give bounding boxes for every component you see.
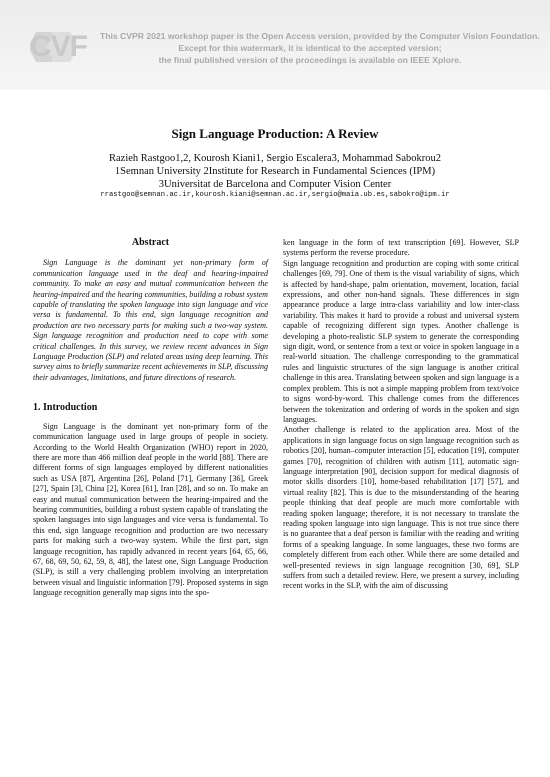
body-paragraph: Sign language recognition and production are coping with some critical challenges [69, 79]. One of them is the visual variability of signs, which is affected by hand-shape, palm orientation, movement, location, facial expressions, and other non-hand signals. These differences in sign appearance produce a large intra-class variability and low inter-class variability. This makes it hard to provide a robust and universal system capable of recognizing different sign types. Another challenge is developing a photo-realistic SLP system to generate the corresponding sign digit, word, or sentence from a text or voice in spoken language in a real-world situation. The challenge corresponding to the grammatical rules and linguistic structures of the sign language is another critical challenge in this area. Translating between spoken and sign language is a complex problem. This is not a simple mapping problem from text/voice to signs word-by-word. This challenge comes from the differences between the tokenization and ordering of words in the spoken and sign languages.: [283, 258, 519, 424]
abstract-text: Sign Language is the dominant yet non-primary form of communication language used in the deaf and hearing-impaired community. To make an easy and mutual communication between the hearing-impaired and the hearing communities, building a robust system capable of translating the spoken language into sign language and vice versa is fundamental. To this end, sign language recognition and production are two necessary parts for making such a two-way system. Sign language recognition and production need to cope with some critical challenges. In this survey, we review recent advances in Sign Language Production (SLP) and related areas using deep learning. This survey aims to briefly summarize recent achievements in SLP, discussing their advantages, limitations, and future directions of research.: [33, 258, 268, 382]
section-heading: 1. Introduction: [33, 402, 98, 414]
watermark-banner: [0, 0, 550, 90]
abstract-heading: Abstract: [131, 237, 170, 248]
affiliation-line: 1Semnan University 2Institute for Research in Fundamental Sciences (IPM): [114, 166, 436, 177]
watermark-text: [100, 30, 540, 66]
cvf-logo-text: CVF: [30, 30, 87, 63]
author-names: Razieh Rastgoo1,2, Kourosh Kiani1, Sergio Escalera3, Mohammad Sabokrou2: [109, 153, 441, 164]
affiliation-line: 3Universitat de Barcelona and Computer Vision Center: [158, 179, 392, 190]
watermark-line: Except for this watermark, it is identical to the accepted version;: [178, 43, 442, 53]
watermark-line: the final published version of the proceedings is available on IEEE Xplore.: [158, 55, 462, 65]
right-column: [283, 238, 519, 592]
paper-title: Sign Language Production: A Review: [171, 126, 379, 141]
body-paragraph: Another challenge is related to the application area. Most of the applications in sign language focus on sign language recognition such as robotics [20], human–computer interaction [5], education [19], computer games [70], recognition of children with autism [11], automatic sign-language interpretation [90], decision support for medical diagnosis of motor skills disorders [10], home-based rehabilitation [17] [57], and virtual reality [82]. This is due to the misunderstanding of the hearing people thinking that deaf people are much more comfortable with reading spoken language; therefore, it is not necessary to translate the reading spoken language into sign language. This is not true since there is no guarantee that a deaf person is familiar with the reading and writing forms of a speaking language. In some languages, these two forms are completely different from each other. While there are some detailed and well-presented reviews in sign language recognition [30, 69], SLP suffers from such a detailed review. Here, we present a survey, including recent works in the SLP, with the aim of discussing: [283, 425, 519, 591]
body-paragraph: ken language in the form of text transcription [69]. However, SLP systems perform the reverse procedure.: [283, 238, 519, 258]
left-column: [33, 238, 268, 599]
author-block: [0, 152, 550, 191]
watermark-line: This CVPR 2021 workshop paper is the Open Access version, provided by the Computer Vision Foundation.: [100, 31, 540, 41]
author-emails: rrastgoo@semnan.ac.ir,kourosh.kiani@semnan.ac.ir,sergio@maia.ub.es,sabokro@ipm.ir: [100, 191, 450, 199]
body-paragraph: Sign Language is the dominant yet non-primary form of the communication language used in large groups of people in society. According to the World Health Organization (WHO) report in 2020, there are more than 466 million deaf people in the world [88]. There are different forms of sign languages employed by different nationalities such as USA [87], Argentina [26], Poland [71], Germany [36], Greek [27], Spain [3], China [2], Korea [61], Iran [28], and so on. To make an easy and mutual communication between the hearing-impaired and the hearing communities, building a robust system capable of translating the spoken languages into sign languages and vice versa is fundamental. To this end, sign language recognition and production are two necessary parts for making such a two-way system. While the first part, sign language recognition, has rapidly advanced in recent years [64, 65, 66, 67, 68, 69, 50, 62, 59, 8, 48], the latest one, Sign Language Production (SLP), is still a very challenging problem involving an interpretation between visual and linguistic information [79]. Proposed systems in sign language recognition generally map signs into the spo-: [33, 421, 268, 598]
